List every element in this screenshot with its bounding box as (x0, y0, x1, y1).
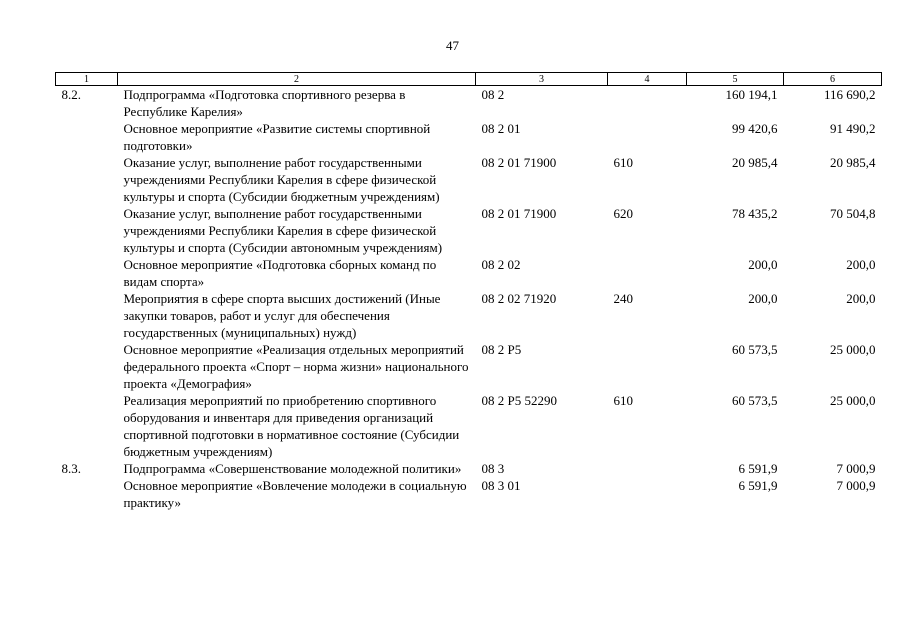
column-header-1: 1 (56, 73, 118, 86)
table-row (56, 477, 882, 511)
row-expense-type: 240 (613, 291, 633, 306)
column-header-3: 3 (476, 73, 608, 86)
table-row (56, 154, 882, 205)
row-amount-6: 70 504,8 (830, 206, 876, 221)
row-code: 08 3 01 (481, 478, 521, 493)
row-amount-5: 160 194,1 (725, 87, 778, 102)
row-expense-type (608, 256, 687, 290)
row-expense-type (608, 86, 687, 121)
table-row (56, 120, 882, 154)
row-amount-6: 25 000,0 (830, 393, 876, 408)
row-amount-5: 60 573,5 (732, 393, 778, 408)
table-row (56, 86, 882, 121)
row-code: 08 2 02 (481, 257, 521, 272)
row-description: Оказание услуг, выполнение работ государственными учреждениями Республики Карелия в сфере физической культуры и спорта (Субсидии бюджетным учреждениям) (123, 155, 440, 204)
row-amount-6: 200,0 (846, 291, 876, 306)
row-number (56, 120, 118, 154)
row-code: 08 2 01 (481, 121, 521, 136)
row-amount-6: 20 985,4 (830, 155, 876, 170)
row-description: Основное мероприятие «Вовлечение молодежи в социальную практику» (123, 478, 467, 510)
row-amount-6: 7 000,9 (836, 478, 876, 493)
row-description: Подпрограмма «Совершенствование молодежной политики» (123, 461, 462, 476)
row-description: Основное мероприятие «Развитие системы спортивной подготовки» (123, 121, 431, 153)
row-code: 08 2 01 71900 (481, 206, 557, 221)
budget-table (55, 72, 882, 511)
row-expense-type (608, 341, 687, 392)
row-amount-6: 116 690,2 (823, 87, 876, 102)
row-description: Реализация мероприятий по приобретению спортивного оборудования и инвентаря для приведения организаций спортивной подготовки в нормативное состояние (Субсидии бюджетным учреждениям) (123, 393, 460, 459)
row-amount-5: 20 985,4 (732, 155, 778, 170)
column-header-5: 5 (687, 73, 784, 86)
column-header-2: 2 (118, 73, 476, 86)
header-row (56, 73, 882, 86)
table-row (56, 256, 882, 290)
row-amount-5: 6 591,9 (738, 461, 778, 476)
row-expense-type: 620 (613, 206, 633, 221)
row-description: Подпрограмма «Подготовка спортивного резерва в Республике Карелия» (123, 87, 406, 119)
row-expense-type (608, 477, 687, 511)
row-amount-6: 7 000,9 (836, 461, 876, 476)
table-row (56, 460, 882, 477)
column-header-4: 4 (608, 73, 687, 86)
row-description: Оказание услуг, выполнение работ государственными учреждениями Республики Карелия в сфере физической культуры и спорта (Субсидии автономным учреждениям) (123, 206, 443, 255)
row-expense-type: 610 (613, 155, 633, 170)
row-number: 8.3. (61, 461, 81, 476)
row-code: 08 2 P5 52290 (481, 393, 557, 408)
row-number (56, 290, 118, 341)
table-body (56, 86, 882, 512)
row-expense-type (608, 120, 687, 154)
row-amount-5: 200,0 (748, 257, 778, 272)
table-row (56, 290, 882, 341)
row-amount-6: 200,0 (846, 257, 876, 272)
row-number: 8.2. (61, 87, 81, 102)
column-header-6: 6 (784, 73, 882, 86)
row-code: 08 2 01 71900 (481, 155, 557, 170)
page-number: 47 (446, 38, 459, 53)
row-description: Основное мероприятие «Подготовка сборных команд по видам спорта» (123, 257, 437, 289)
row-amount-5: 99 420,6 (732, 121, 778, 136)
table-row (56, 392, 882, 460)
row-expense-type: 610 (613, 393, 633, 408)
row-number (56, 256, 118, 290)
row-number (56, 154, 118, 205)
table-header (56, 73, 882, 86)
row-amount-5: 78 435,2 (732, 206, 778, 221)
row-amount-5: 6 591,9 (738, 478, 778, 493)
row-code: 08 2 02 71920 (481, 291, 557, 306)
row-amount-5: 60 573,5 (732, 342, 778, 357)
row-amount-6: 25 000,0 (830, 342, 876, 357)
row-number (56, 341, 118, 392)
row-amount-5: 200,0 (748, 291, 778, 306)
row-code: 08 2 P5 (481, 342, 522, 357)
table-row (56, 205, 882, 256)
row-number (56, 205, 118, 256)
row-code: 08 2 (481, 87, 505, 102)
table-row (56, 341, 882, 392)
row-description: Основное мероприятие «Реализация отдельных мероприятий федерального проекта «Спорт – норма жизни» национального проекта «Демография» (123, 342, 469, 391)
row-expense-type (608, 460, 687, 477)
row-code: 08 3 (481, 461, 505, 476)
row-amount-6: 91 490,2 (830, 121, 876, 136)
row-description: Мероприятия в сфере спорта высших достижений (Иные закупки товаров, работ и услуг для обеспечения государственных (муниципальных) нужд) (123, 291, 441, 340)
row-number (56, 392, 118, 460)
row-number (56, 477, 118, 511)
